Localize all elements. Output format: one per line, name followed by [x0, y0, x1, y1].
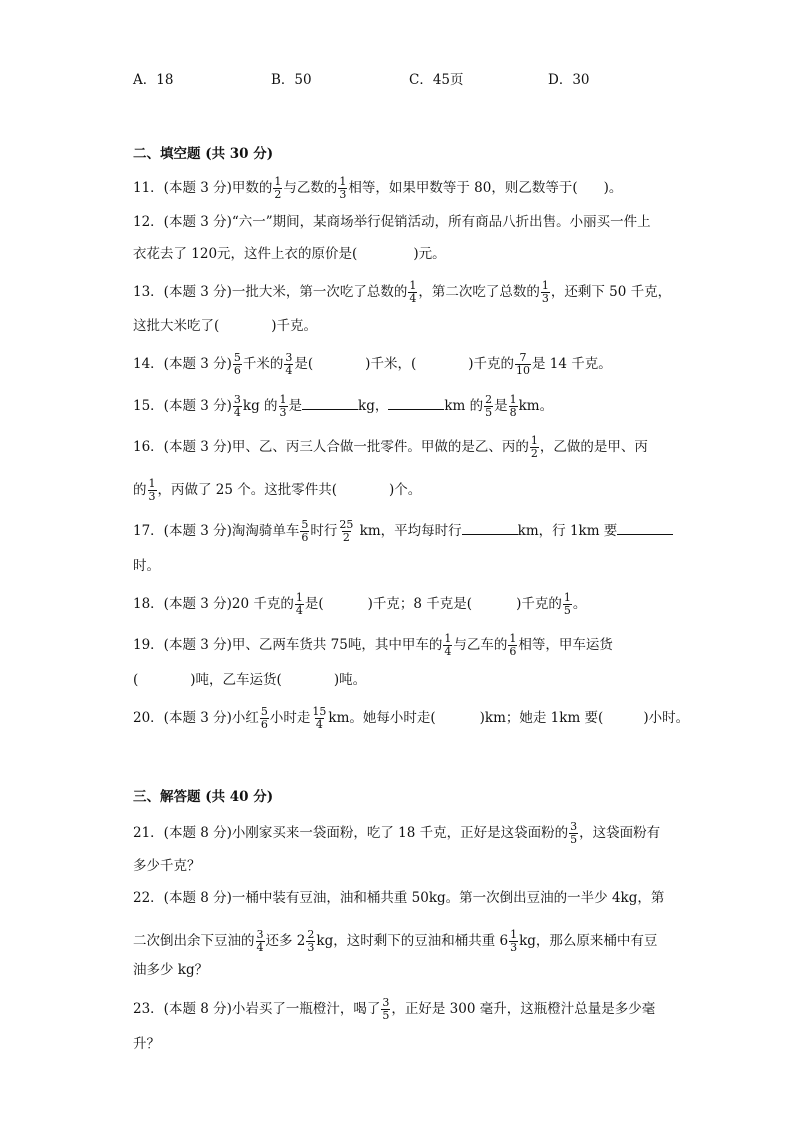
option-d: D．30 [548, 72, 590, 88]
question-22-line-2 [133, 929, 657, 954]
fraction: $\frac{25}{2}$ [339, 518, 354, 544]
q21-text: ，这袋面粉有 [579, 825, 661, 841]
q15-text: kg 的 [242, 398, 278, 414]
question-18 [133, 592, 586, 617]
option-b: B．50 [271, 72, 312, 88]
q22-text: kg，那么原来桶中有豆 [519, 933, 658, 949]
q13-text: )千克。 [271, 318, 318, 334]
q14-text: 千米的 [242, 356, 284, 372]
q15-text: km 的 [444, 398, 484, 414]
question-19-line-1 [133, 633, 613, 658]
fraction: $\frac{1}{4}$ [295, 591, 303, 617]
fraction: $\frac{1}{3}$ [541, 279, 549, 305]
fraction: $\frac{1}{3}$ [510, 928, 518, 954]
q23-text: 23．(本题 8 分)小岩买了一瓶橙汁，喝了 [133, 1001, 381, 1017]
question-21-line-1 [133, 821, 660, 846]
q18-text: 18．(本题 3 分)20 千克的 [133, 596, 294, 612]
question-17-line-1 [133, 519, 673, 544]
fraction: $\frac{5}{6}$ [260, 705, 268, 731]
question-23-line-2: 升？ [133, 1036, 160, 1052]
q19-text: 相等，甲车运货 [518, 637, 613, 653]
q17-text: 时行 [310, 523, 338, 539]
q19-text: 19．(本题 3 分)甲、乙两车货共 75吨，其中甲车的 [133, 637, 443, 653]
q19-text: )吨，乙车运货( [190, 672, 282, 688]
fraction: $\frac{7}{10}$ [516, 351, 530, 377]
question-15 [133, 394, 553, 419]
q14-text: 是 14 千克。 [532, 356, 612, 372]
fraction: $\frac{1}{6}$ [509, 632, 517, 658]
question-20 [133, 706, 689, 731]
q16-text: ，丙做了 25 个。这批零件共( [157, 482, 338, 498]
fraction: $\frac{3}{4}$ [233, 393, 241, 419]
q20-text: )km；她走 1km 要( [479, 710, 604, 726]
answer-blank[interactable] [302, 397, 358, 410]
option-a: A．18 [133, 72, 174, 88]
answer-blank[interactable] [462, 522, 518, 535]
q14-text: )千米，( [365, 356, 417, 372]
q18-text: )千克；8 千克是( [367, 596, 473, 612]
q18-text: )千克的 [516, 596, 562, 612]
q11-text: 相等，如果甲数等于 80，则乙数等于( [348, 180, 578, 196]
question-16-line-1 [133, 435, 648, 460]
q16-text: )个。 [389, 482, 422, 498]
question-12-line-2 [133, 245, 446, 263]
q18-text: 。 [572, 596, 587, 612]
q18-text: 是( [304, 596, 324, 612]
q11-prefix: 11．(本题 3 分)甲数的 [133, 180, 273, 196]
q22-text: 二次倒出余下豆油的 [133, 933, 255, 949]
q15-text: 15．(本题 3 分) [133, 398, 232, 414]
section-heading-fill-in: 二、填空题 (共 30 分) [133, 146, 274, 162]
fraction: $\frac{1}{3}$ [279, 393, 287, 419]
q15-text: km。 [518, 398, 554, 414]
fraction: $\frac{1}{5}$ [563, 591, 571, 617]
option-c: C．45页 [409, 72, 464, 88]
question-11 [133, 176, 622, 201]
fraction: $\frac{2}{5}$ [485, 393, 493, 419]
question-16-line-2 [133, 478, 421, 503]
q12-text: 衣花去了 120元，这件上衣的原价是( [133, 246, 358, 262]
fraction: $\frac{3}{5}$ [570, 820, 578, 846]
fraction: $\frac{1}{4}$ [409, 279, 417, 305]
answer-blank[interactable] [388, 397, 444, 410]
q20-text: 小时走 [269, 710, 311, 726]
fraction: $\frac{15}{4}$ [312, 705, 327, 731]
question-13-line-1 [133, 280, 671, 305]
q13-text: ，第二次吃了总数的 [418, 284, 540, 300]
q17-text: km，平均每时行 [355, 523, 462, 539]
question-22-line-3: 油多少 kg？ [133, 962, 209, 978]
question-12-line-1: 12．(本题 3 分)“六一”期间，某商场举行促销活动，所有商品八折出售。小丽买一件上 [133, 214, 651, 230]
question-22-line-1: 22．(本题 8 分)一桶中装有豆油，油和桶共重 50kg。第一次倒出豆油的一半少 4kg，第 [133, 890, 665, 906]
q16-text: 16．(本题 3 分)甲、乙、丙三人合做一批零件。甲做的是乙、丙的 [133, 439, 529, 455]
question-14 [133, 352, 612, 377]
fraction: $\frac{3}{4}$ [256, 928, 264, 954]
fraction: $\frac{2}{3}$ [307, 928, 315, 954]
q11-text: )。 [603, 180, 623, 196]
fraction: $\frac{1}{3}$ [339, 175, 347, 201]
fraction: $\frac{5}{6}$ [301, 518, 309, 544]
q13-text: 13．(本题 3 分)一批大米，第一次吃了总数的 [133, 284, 408, 300]
q16-text: ，乙做的是甲、丙 [539, 439, 648, 455]
q17-text: 17．(本题 3 分)淘淘骑单车 [133, 523, 300, 539]
fraction: $\frac{1}{3}$ [148, 477, 156, 503]
question-19-line-2 [133, 671, 366, 689]
q15-text: kg， [358, 398, 389, 414]
fraction: $\frac{1}{2}$ [530, 434, 538, 460]
q19-text: )吨。 [333, 672, 367, 688]
q19-text: ( [133, 672, 139, 688]
question-17-line-2: 时。 [133, 558, 160, 574]
fraction: $\frac{3}{5}$ [382, 996, 390, 1022]
q13-text: 这批大米吃了( [133, 318, 220, 334]
q22-text: kg，这时剩下的豆油和桶共重 6 [316, 933, 509, 949]
answer-blank[interactable] [617, 522, 673, 535]
question-13-line-2 [133, 317, 317, 335]
q23-text: ，正好是 300 毫升，这瓶橙汁总量是多少毫 [391, 1001, 656, 1017]
q20-text: 20．(本题 3 分)小红 [133, 710, 259, 726]
fraction: $\frac{1}{4}$ [444, 632, 452, 658]
fraction: $\frac{5}{6}$ [233, 351, 241, 377]
q14-text: )千克的 [468, 356, 514, 372]
q17-text: km，行 1km 要 [517, 523, 618, 539]
q15-text: 是 [288, 398, 303, 414]
q21-text: 21．(本题 8 分)小刚家买来一袋面粉，吃了 18 千克，正好是这袋面粉的 [133, 825, 569, 841]
q11-text: 与乙数的 [283, 180, 338, 196]
q20-text: )小时。 [643, 710, 690, 726]
q12-text: )元。 [413, 246, 446, 262]
q14-text: 14．(本题 3 分) [133, 356, 232, 372]
question-23-line-1 [133, 997, 655, 1022]
section-heading-solve: 三、解答题 (共 40 分) [133, 789, 274, 805]
q13-text: ，还剩下 50 千克， [550, 284, 672, 300]
q15-text: 是 [494, 398, 508, 414]
question-21-line-2: 多少千克？ [133, 858, 201, 874]
fraction: $\frac{1}{8}$ [509, 393, 517, 419]
fraction: $\frac{1}{2}$ [274, 175, 282, 201]
q20-text: km。她每小时走( [328, 710, 436, 726]
fraction: $\frac{3}{4}$ [285, 351, 293, 377]
q22-text: 还多 2 [265, 933, 306, 949]
q19-text: 与乙车的 [453, 637, 508, 653]
q16-text: 的 [133, 482, 147, 498]
q14-text: 是( [294, 356, 314, 372]
